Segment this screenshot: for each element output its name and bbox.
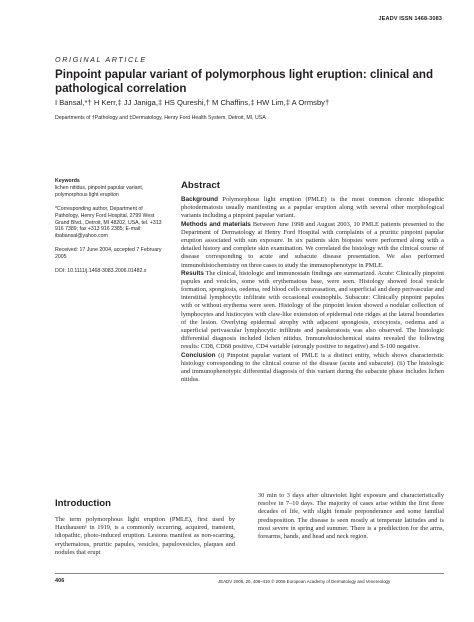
keywords-heading: Keywords [55,178,80,184]
conclusion-label: Conclusion [181,351,216,359]
footer-citation: JEADV 2006, 20, 406–410 © 2006 European Academy of Dermatology and Venereology [218,579,391,584]
section-label: ORIGINAL ARTICLE [55,55,147,64]
introduction-left-column: The term polymorphous light eruption (PMLE), first used by Haxthausen¹ in 1919, is a commonly occurring, acquired, transient, idiopathic, photo-induced eruption. Lesions manifest as non-scarring, erythematous, pruritic papules, vesicles, papulovesicles, plaques and nodules that erupt [55,516,235,556]
correspondence: *Corresponding author, Department of Pathology, Henry Ford Hospital, 2799 West Grand Blvd., Detroit, MI 48202, USA, tel. +313 916 7389; fax +313 916 2385; E-mail: ibabansal@yahoo.com [55,205,162,240]
affiliation: Departments of †Pathology and ‡Dermatology, Henry Ford Health System, Detroit, MI, USA [55,115,266,121]
introduction-heading: Introduction [55,498,111,509]
article-sidebar [55,178,165,282]
footer-rule [55,573,444,574]
conclusion-text: (i) Pinpoint papular variant of PMLE is a distinct entity, which shows characteristic histology corresponding to the clinical course of the disease (acute and subacute). (ii) The histologic and immunophenotypic differential diagnosis of this variant during the subacute phase includes lichen nitidus. [181,351,444,384]
abstract-body [181,196,444,384]
methods-text: Between June 1998 and August 2003, 10 PMLE patients presented to the Department of Dermatology at Henry Ford Hospital with complaints of a pruritic pinpoint papular eruption associated with sun exposure. In six patients skin biopsies were performed along with a detailed history and complete skin examination. We correlated the histology with the clinical course of disease corresponding to acute and subacute disease presentation. We also performed immunohistochemistry on three cases to study the immunophenotype in PMLE. [181,220,445,269]
results-text: The clinical, histologic and immunostain findings are summarized. Acute: Clinically pinpoint papules and vesicles, some with erythematous base, were seen. Histology showed focal vesicle formation, spongiosis, oedema, red blood cells extravasation, and superficial and deep perivascular and interstitial lymphocytic infiltrate with occasional eosinophils. Subacute: Clinically pinpoint papules with or without erythema were seen. Histology of the pinpoint lesion showed a nodular collection of lymphocytes and histiocytes with claw-like extension of epidermal rete ridges at the lateral boundaries of the lesion. Overlying epidermal atrophy with adjacent spongiosis, exocytosis, oedema and a superficial perivascular lymphocytic infiltrate and parakeratosis was also observed. The histologic differential diagnosis included lichen nitidus. Immunohistochemical stains revealed the following results: CD8, CD68 positive, CD4 variable (strongly positive to negative) and S-100 negative. [181,269,444,351]
results-label: Results [181,269,204,277]
page-number: 406 [55,578,65,584]
author-list: I Bansal,*† H Kerr,‡ JJ Janiga,‡ HS Qureshi,† M Chaffins,‡ HW Lim,‡ A Ormsby† [55,98,330,107]
introduction-right-column: 30 min to 3 days after ultraviolet light exposure and characteristically resolve in 7–10 days. The majority of cases arise within the first three decades of life, with slight female preponderance and some familial predisposition. The disease is seen mostly at temperate latitudes and is most severe in spring and summer. There is a predilection for the arms, forearms, hands, and head and neck region. [258,492,444,541]
methods-label: Methods and materials [181,220,251,228]
keywords: lichen nitidus, pinpoint papular variant, polymorphous light eruption [55,184,144,198]
doi: DOI: 10.1111/j.1468-3083.2006.01482.x [55,268,147,275]
background-label: Background [181,196,219,203]
background-text: Polymorphous light eruption (PMLE) is the most common chronic idiopathic photodermatosis usually manifesting as a papular eruption along with several other morphological variants including a pinpoint papular variant. [181,196,444,220]
abstract-heading: Abstract [181,180,220,191]
journal-issn-header: JEADV ISSN 1468-3083 [378,16,442,22]
article-title: Pinpoint papular variant of polymorphous light eruption: clinical and pathological correlation [55,68,434,95]
received-date: Received: 17 June 2004, accepted 7 February 2005 [55,247,162,261]
